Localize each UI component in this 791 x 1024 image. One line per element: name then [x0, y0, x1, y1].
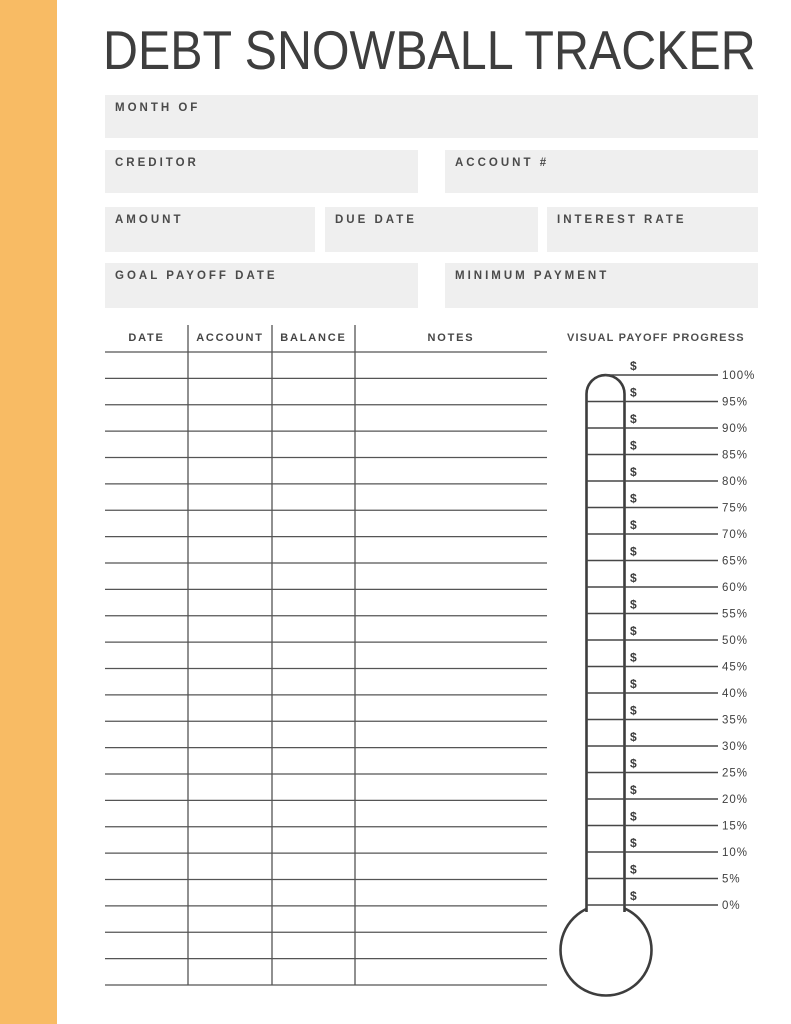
progress-tick-label: 40% [722, 688, 749, 700]
progress-tick-label: 15% [722, 820, 749, 833]
dollar-sign: $ [630, 809, 637, 824]
progress-tick-label: 10% [722, 847, 749, 859]
progress-tick-label: 35% [722, 714, 749, 727]
thermometer-tube [587, 375, 625, 912]
progress-tick-label: 75% [722, 502, 749, 515]
page-title: DEBT SNOWBALL TRACKER [103, 19, 756, 81]
dollar-sign: $ [630, 624, 637, 638]
table-header-balance: BALANCE [280, 332, 347, 344]
field-creditor-label: CREDITOR [115, 157, 199, 169]
progress-tick-label: 100% [722, 370, 756, 382]
progress-tick-label: 70% [722, 529, 749, 541]
dollar-sign: $ [630, 412, 637, 426]
field-account-number-label: ACCOUNT # [455, 157, 550, 169]
dollar-sign: $ [630, 491, 637, 506]
progress-tick-label: 90% [722, 423, 749, 435]
field-month-of-label: MONTH OF [115, 102, 201, 114]
dollar-sign: $ [630, 783, 637, 797]
dollar-sign: $ [630, 438, 637, 453]
progress-tick-label: 95% [722, 396, 749, 409]
dollar-sign: $ [630, 597, 637, 612]
dollar-sign: $ [630, 544, 637, 559]
table-header-notes: NOTES [427, 332, 475, 344]
table-header-date: DATE [128, 332, 165, 344]
progress-section-title: VISUAL PAYOFF PROGRESS [567, 332, 745, 344]
progress-tick-label: 30% [722, 741, 749, 753]
dollar-sign: $ [630, 730, 637, 744]
dollar-sign: $ [630, 677, 637, 691]
dollar-sign: $ [630, 359, 637, 373]
progress-tick-label: 55% [722, 608, 749, 621]
dollar-sign: $ [630, 836, 637, 850]
progress-tick-label: 5% [722, 873, 741, 886]
dollar-sign: $ [630, 889, 637, 903]
dollar-sign: $ [630, 756, 637, 771]
table-grid [105, 325, 547, 985]
dollar-sign: $ [630, 862, 637, 877]
progress-tick-label: 85% [722, 449, 749, 462]
progress-tick-label: 65% [722, 555, 749, 568]
thermometer-bulb [561, 905, 652, 996]
progress-tick-label: 25% [722, 767, 749, 780]
field-goal-payoff-date-label: GOAL PAYOFF DATE [115, 270, 278, 282]
progress-tick-label: 45% [722, 661, 749, 674]
progress-tick-label: 50% [722, 635, 749, 647]
dollar-sign: $ [630, 465, 637, 479]
table-header-account: ACCOUNT [196, 332, 264, 344]
field-interest-rate-label: INTEREST RATE [557, 214, 687, 226]
progress-tick-label: 0% [722, 900, 741, 912]
progress-tick-label: 20% [722, 794, 749, 806]
progress-tick-label: 60% [722, 582, 749, 594]
dollar-sign: $ [630, 571, 637, 585]
dollar-sign: $ [630, 385, 637, 400]
dollar-sign: $ [630, 650, 637, 665]
progress-tick-label: 80% [722, 476, 749, 488]
dollar-sign: $ [630, 703, 637, 718]
dollar-sign: $ [630, 518, 637, 532]
field-amount-label: AMOUNT [115, 214, 184, 226]
field-due-date-label: DUE DATE [335, 214, 417, 226]
field-minimum-payment-label: MINIMUM PAYMENT [455, 270, 610, 282]
